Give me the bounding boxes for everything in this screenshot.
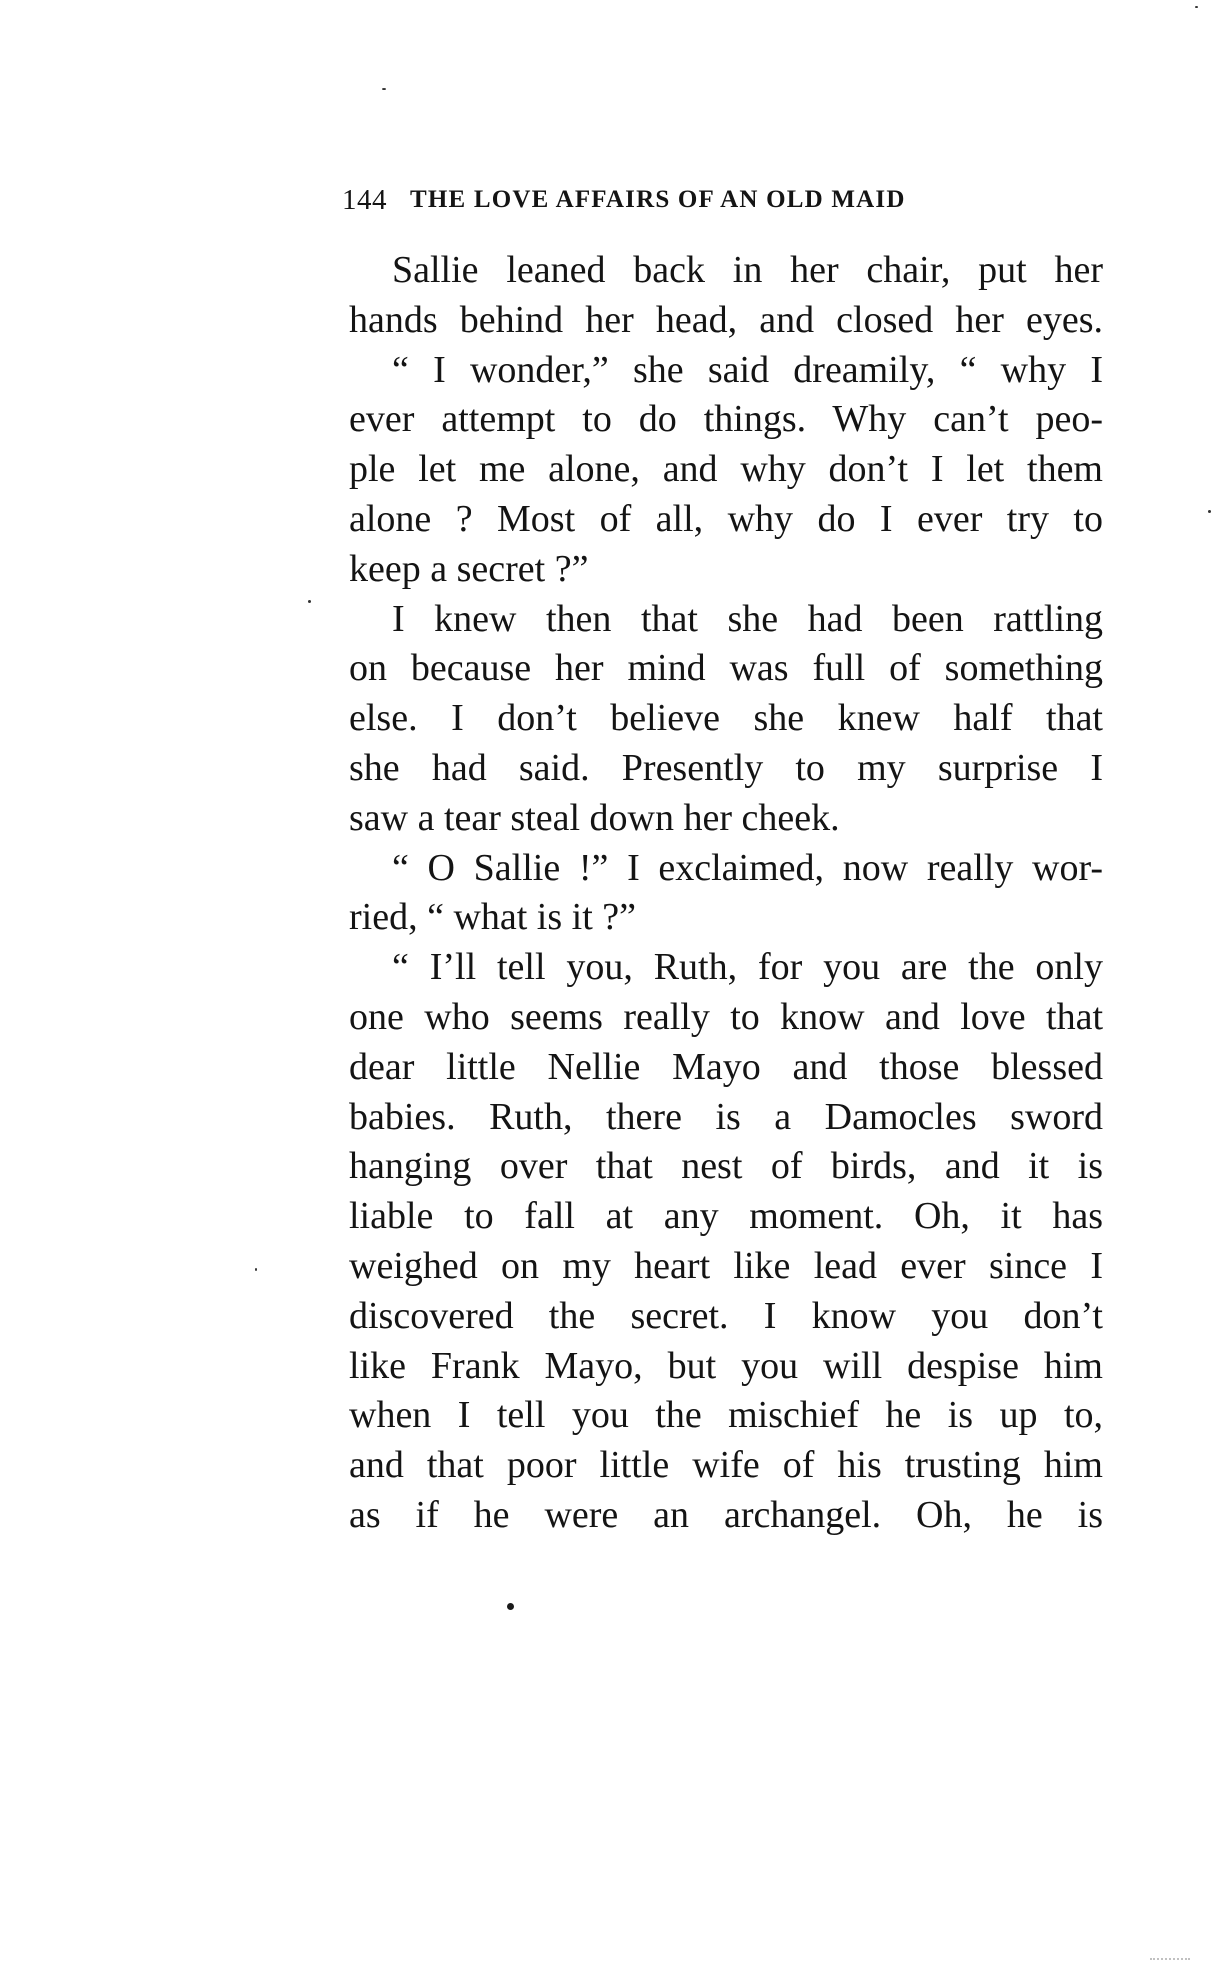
text-line: babies. Ruth, there is a Damocles sword (349, 1095, 1103, 1138)
text-line: alone ? Most of all, why do I ever try to (349, 497, 1103, 540)
text-line: liable to fall at any moment. Oh, it has (349, 1195, 1103, 1238)
paper-speck (1208, 510, 1211, 513)
paper-speck (382, 88, 386, 90)
page-number: 144 (342, 184, 387, 216)
text-line: keep a secret ?” (349, 547, 589, 590)
text-line: ever attempt to do things. Why can’t peo- (349, 398, 1103, 441)
text-line: hands behind her head, and closed her eyes. (349, 298, 1103, 341)
text-line: she had said. Presently to my surprise I (349, 746, 1103, 789)
text-line: I knew then that she had been rattling (392, 597, 1103, 640)
text-line: “ I wonder,” she said dreamily, “ why I (392, 348, 1103, 391)
text-line: ple let me alone, and why don’t I let them (349, 448, 1103, 491)
paper-speck (1195, 6, 1198, 8)
text-line: saw a tear steal down her cheek. (349, 796, 840, 839)
text-line: else. I don’t believe she knew half that (349, 697, 1103, 740)
printer-dot-mark (507, 1603, 514, 1610)
body-text (349, 246, 1103, 1541)
text-line: discovered the secret. I know you don’t (349, 1294, 1103, 1337)
text-line: one who seems really to know and love that (349, 995, 1103, 1038)
running-head (342, 180, 1102, 218)
text-line: ried, “ what is it ?” (349, 896, 637, 939)
text-line: like Frank Mayo, but you will despise him (349, 1344, 1103, 1387)
text-line: dear little Nellie Mayo and those blessed (349, 1045, 1103, 1088)
running-title: THE LOVE AFFAIRS OF AN OLD MAID (410, 186, 906, 213)
paper-speck (308, 600, 311, 603)
paper-speck (255, 1268, 257, 1271)
text-line: Sallie leaned back in her chair, put her (392, 249, 1103, 291)
text-line: “ I’ll tell you, Ruth, for you are the only (392, 946, 1103, 989)
text-line: “ O Sallie !” I exclaimed, now really wor- (392, 846, 1103, 889)
text-line: on because her mind was full of something (349, 647, 1103, 690)
text-line: and that poor little wife of his trusting him (349, 1444, 1103, 1487)
text-line: as if he were an archangel. Oh, he is (349, 1493, 1103, 1536)
corner-smudge (1150, 1958, 1190, 1968)
text-line: when I tell you the mischief he is up to, (349, 1394, 1103, 1437)
text-line: hanging over that nest of birds, and it is (349, 1145, 1103, 1188)
text-line: weighed on my heart like lead ever since I (349, 1244, 1103, 1287)
